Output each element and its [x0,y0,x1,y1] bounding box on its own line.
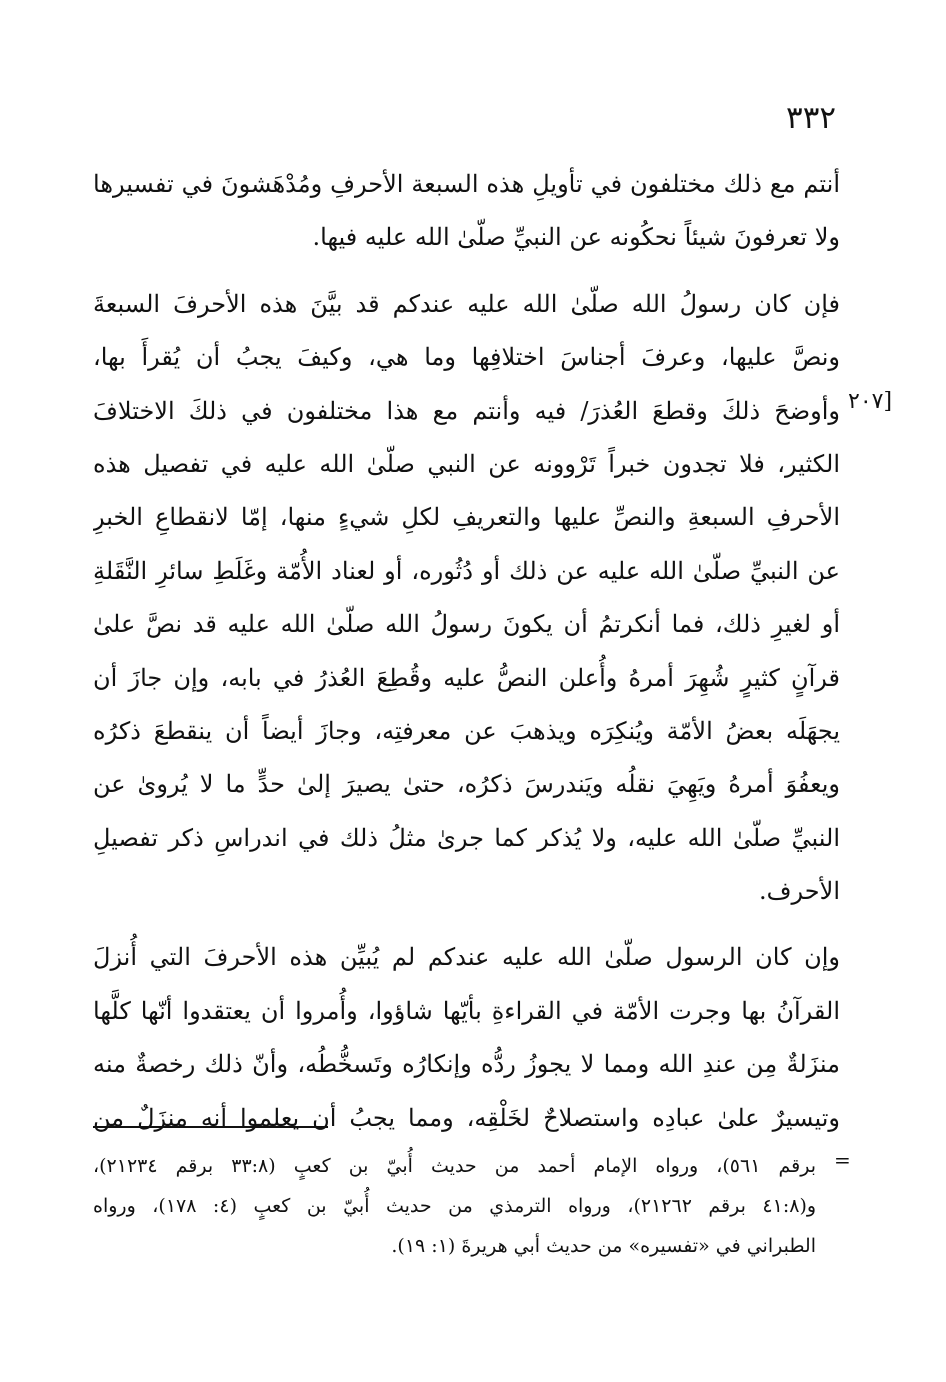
footnote-line: الطبراني في «تفسيره» من حديث أبي هريرةَ (١: ١٩). [391,1235,816,1257]
text-line: عن النبيِّ صلّىٰ الله عليه عن ذلك أو دُثُوره، أو لعناد الأُمّة وغَلَطِ سائرِ النَّقَلةِ [93,556,840,585]
text-line: وتيسيرٌ علىٰ عبادِه واستصلاحٌ لخَلْقِه، ومما يجبُ أن يعلموا أنه منزَلٌ من [93,1103,840,1132]
text-line: النبيِّ صلّىٰ الله عليه، ولا يُذكر كما جرىٰ مثلُ ذلك في اندراسِ ذكر تفصيلِ [93,823,840,852]
footnote-separator [93,1126,328,1128]
footnote-line: برقم ٥٦١)، ورواه الإمام أحمد من حديث أُبيّ بن كعبٍ (٣٣:٨ برقم ٢١٢٣٤)، [93,1155,816,1177]
text-line: منزَلةٌ مِن عندِ الله ومما لا يجوزُ ردُّه وإنكارُه وتَسخُّطُه، وأنّ ذلك رخصةٌ منه [93,1050,840,1079]
footnote-line: و(٤١:٨ برقم ٢١٢٦٢)، ورواه الترمذي من حديث أُبيّ بن كعبٍ (٤: ١٧٨)، ورواه [93,1195,816,1217]
text-line: الأحرف. [759,877,840,906]
main-text [93,158,840,1145]
text-line: القرآنُ بها وجرت الأمّة في القراءةِ بأيّها شاؤوا، وأُمروا أن يعتقدوا أنّها كلَّها [93,996,840,1025]
text-line: أنتم مع ذلك مختلفون في تأويلِ هذه السبعة الأحرفِ ومُدْهَشونَ في تفسيرها [93,170,840,198]
margin-page-reference: [٢٠٧ [848,389,893,414]
text-line: ونصَّ عليها، وعرفَ أجناسَ اختلافِها وما هي، وكيفَ يجبُ أن يُقرأَ بها، [93,343,840,372]
page-number: ٣٣٢ [786,100,836,136]
text-line: الأحرفِ السبعةِ والنصِّ عليها والتعريفِ لكلِ شيءٍ منها، إمّا لانقطاعِ الخبرِ [93,503,840,532]
text-line: الكثير، فلا تجدون خبراً تَرْوونه عن النبي صلّىٰ الله عليه في تفصيل هذه [93,449,840,478]
footnote [93,1146,816,1266]
text-line: قرآنٍ كثيرٍ شُهِرَ أمرهُ وأُعلن النصُّ عليه وقُطِعَ العُذرُ في بابه، وإن جازَ أن [93,663,840,692]
text-line: يجهَلَه بعضُ الأمّة ويُنكِرَه ويذهبَ عن معرفتِه، وجازَ أيضاً أن ينقطعَ ذكرُه [93,716,840,745]
text-line: وأوضحَ ذلكَ وقطعَ العُذرَ/ فيه وأنتم مع هذا مختلفون في ذلكَ الاختلافَ [93,396,840,425]
paragraph-2 [93,278,840,919]
paragraph-1 [93,158,840,265]
text-line: وإن كان الرسول صلّىٰ الله عليه عندكم لم يُبيِّن هذه الأحرفَ التي أُنزلَ [93,943,840,972]
paragraph-3 [93,931,840,1145]
text-line: ويعفُوَ أمرهُ ويَهِيَ نقلُه ويَندرسَ ذكرُه، حتىٰ يصيرَ إلىٰ حدٍّ ما لا يُروىٰ عن [93,770,840,799]
footnote-continuation-marker: = [834,1148,851,1172]
text-line: أو لغيرِ ذلك، فما أنكرتمُ أن يكونَ رسولُ الله صلّىٰ الله عليه قد نصَّ علىٰ [93,610,840,639]
text-line: ولا تعرفونَ شيئاً نحكُونه عن النبيِّ صلّىٰ الله عليه فيها. [312,223,840,252]
text-line: فإن كان رسولُ الله صلّىٰ الله عليه عندكم قد بيَّنَ هذه الأحرفَ السبعةَ [93,289,840,318]
